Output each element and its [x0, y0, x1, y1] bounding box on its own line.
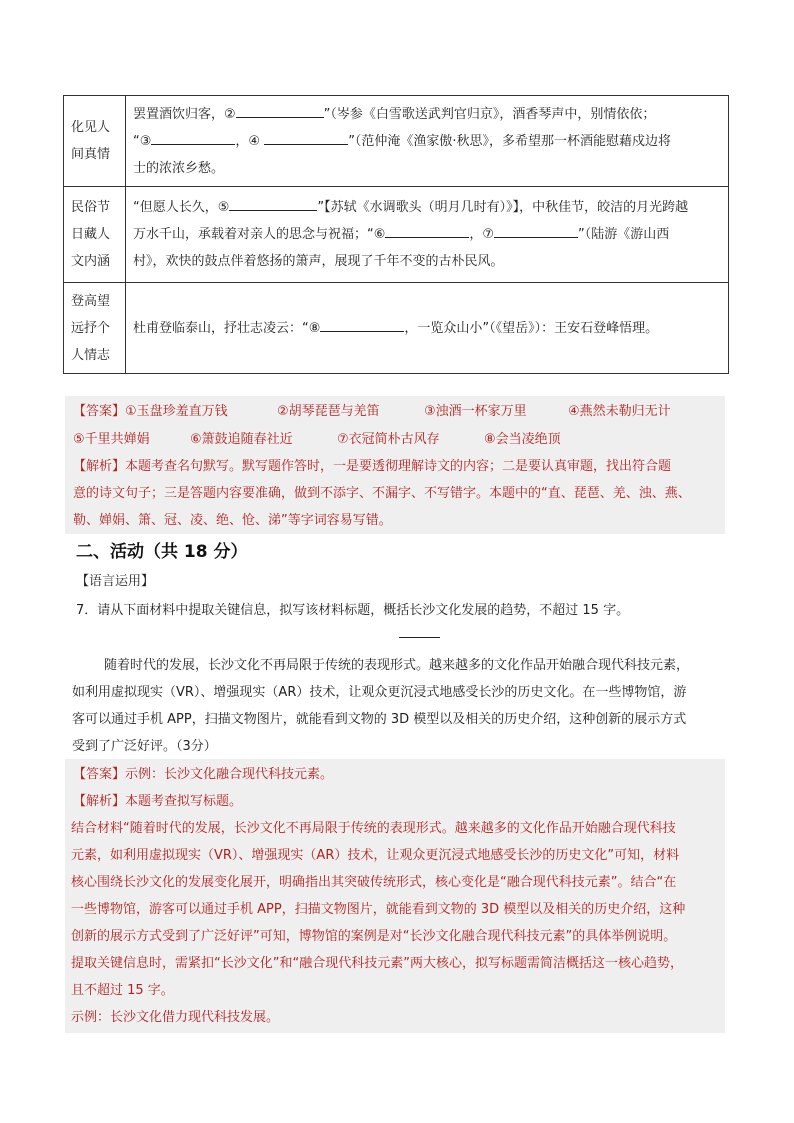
analysis-line: 结合材料“随着时代的发展，长沙文化不再局限于传统的表现形式。越来越多的文化作品开始融合现代科技	[71, 821, 676, 836]
answer-block-1	[65, 396, 725, 534]
content-line: “但愿人长久，⑤ ”【苏轼《水调歌头（明月几时有）》】，中秋佳节，皎洁的月光跨越	[133, 194, 720, 221]
category-line: 登高望	[71, 293, 111, 309]
answer-item: ③浊酒一杯家万里	[424, 404, 527, 419]
fill-blank-8[interactable]	[320, 317, 404, 332]
answer-block-2	[65, 759, 725, 1033]
category-line: 日藏人	[71, 227, 111, 242]
analysis-line: 提取关键信息时，需紧扣“长沙文化”和“融合现代科技元素”两大核心，拟写标题需简洁概括这一核心趋势，	[71, 956, 683, 971]
table-row	[64, 96, 729, 187]
fill-blank-5[interactable]	[229, 196, 317, 211]
row-category	[64, 187, 126, 283]
answer-item: ①玉盘珍羞直万钱	[125, 404, 228, 419]
answer-item: ⑧会当凌绝顶	[484, 432, 561, 447]
analysis-line: 勒、婵娟、箫、冠、凌、绝、怆、涕”等字词容易写错。	[73, 513, 392, 528]
analysis-line: 意的诗文句子；三是答题内容要准确，做到不添字、不漏字、不写错字。本题中的“直、琵琶、羌、浊、燕、	[73, 486, 691, 501]
answer-line: 【答案】示例：长沙文化融合现代科技元素。	[73, 767, 334, 782]
section-heading: 二、活动（共 18 分）	[76, 542, 248, 562]
category-line: 文内涵	[71, 254, 111, 269]
material-line: 受到了广泛好评。（3分）	[72, 739, 217, 754]
analysis-line: 示例：长沙文化借力现代科技发展。	[71, 1010, 280, 1025]
answer-item: ④燕然未勒归无计	[568, 404, 671, 419]
answer-tag: 【答案】	[73, 404, 126, 419]
answer-item: ⑥箫鼓追随春社近	[190, 432, 293, 447]
answer-item: ⑤千里共婵娟	[73, 432, 150, 447]
fill-blank-7[interactable]	[494, 223, 578, 238]
analysis-line: 【解析】本题考查名句默写。默写题作答时，一是要透彻理解诗文的内容；二是要认真审题，找出符合题	[73, 459, 672, 474]
content-line: 士的浓浓乡愁。	[133, 160, 225, 176]
answer-item: ⑦衣冠简朴古风存	[337, 432, 440, 447]
fill-blank-6[interactable]	[385, 223, 469, 238]
category-line: 远抒个	[71, 320, 111, 336]
title-answer-line[interactable]	[399, 637, 440, 638]
row-content	[126, 96, 729, 187]
analysis-line: 元素，如利用虚拟现实（VR）、增强现实（AR）技术，让观众更沉浸式地感受长沙的历史文化”可知，材料	[71, 848, 680, 863]
analysis-line: 创新的展示方式受到了广泛好评”可知，博物馆的案例是对“长沙文化融合现代科技元素”的具体举例说明。	[71, 929, 677, 944]
analysis-line: 且不超过 15 字。	[71, 983, 174, 998]
row-category	[64, 96, 126, 187]
category-line: 民俗节	[71, 200, 111, 215]
category-line: 间真情	[71, 147, 111, 162]
content-line: 杜甫登临泰山，抒壮志凌云：“⑧ ，一览众山小”（《望岳》）：王安石登峰悟理。	[133, 315, 720, 342]
row-content	[126, 187, 729, 283]
category-line: 化见人	[71, 120, 111, 135]
answer-item: ②胡琴琵琶与羌笛	[277, 404, 380, 419]
table-row	[64, 187, 729, 283]
analysis-line: 【解析】本题考查拟写标题。	[73, 794, 243, 809]
fill-blank-4[interactable]	[264, 130, 348, 145]
material-line: 如利用虚拟现实（VR）、增强现实（AR）技术，让观众更沉浸式地感受长沙的历史文化。在一些博物馆，游	[72, 685, 687, 700]
category-line: 人情志	[71, 347, 111, 363]
analysis-line: 一些博物馆，游客可以通过手机 APP，扫描文物图片，就能看到文物的 3D 模型以及相关的历史介绍，这种	[71, 902, 686, 917]
content-line: “③ ，④ ”（范仲淹《渔家傲·秋思》，多希望那一杯酒能慰藉戍边将	[133, 128, 720, 155]
analysis-line: 核心围绕长沙文化的发展变化展开，明确指出其突破传统形式，核心变化是“融合现代科技元素”。结合“在	[71, 875, 677, 890]
section-subtitle: 【语言运用】	[76, 574, 155, 589]
row-content	[126, 283, 729, 374]
content-line: 万水千山，承载着对亲人的思念与祝福；“⑥ ，⑦ ”（陆游《游山西	[133, 221, 720, 248]
material-line: 随着时代的发展，长沙文化不再局限于传统的表现形式。越来越多的文化作品开始融合现代科技元素，	[104, 658, 690, 673]
material-line: 客可以通过手机 APP，扫描文物图片，就能看到文物的 3D 模型以及相关的历史介绍，这种创新的展示方式	[72, 712, 687, 727]
fill-blank-3[interactable]	[151, 130, 235, 145]
table-row	[64, 283, 729, 374]
content-line: 村》，欢快的鼓点伴着悠扬的箫声，展现了千年不变的古朴民风。	[133, 254, 504, 269]
dictation-table	[63, 95, 729, 374]
question-text: 7．请从下面材料中提取关键信息，拟写该材料标题，概括长沙文化发展的趋势，不超过 15 字。	[76, 603, 630, 618]
fill-blank-2[interactable]	[236, 103, 324, 118]
content-line: 罢置酒饮归客，② ”（岑参《白雪歌送武判官归京》，酒香琴声中，别情依依；	[133, 101, 720, 128]
row-category	[64, 283, 126, 374]
